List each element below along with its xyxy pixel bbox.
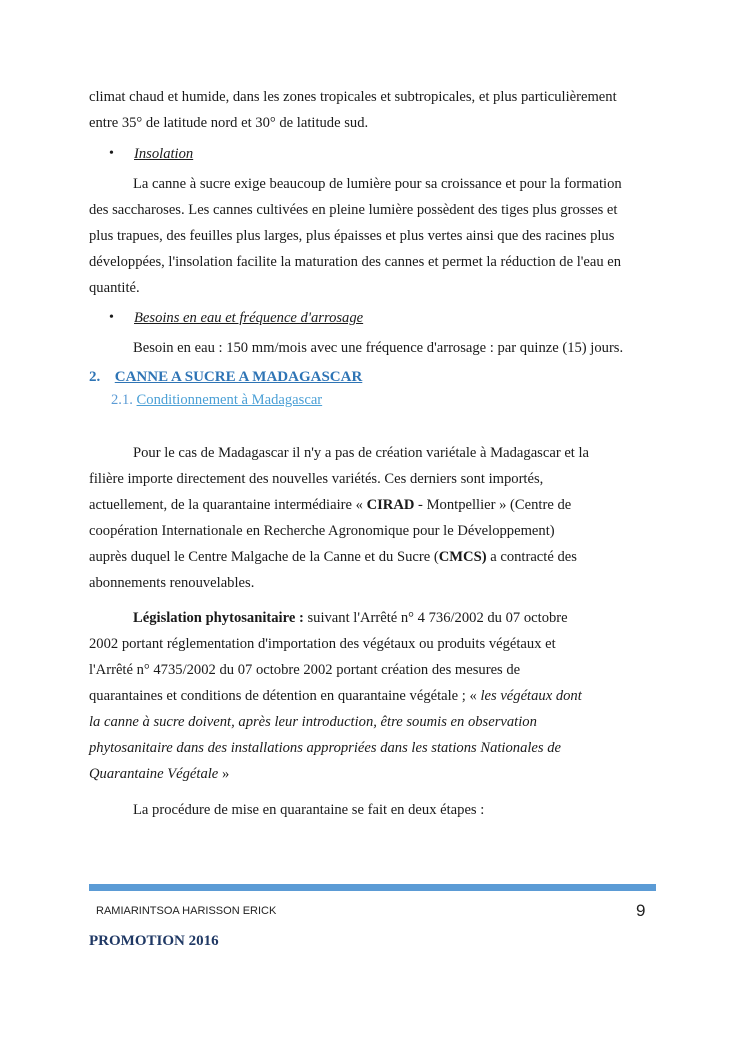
bullet-icon: • [109,146,114,161]
footer-divider [89,884,656,891]
cmcs-bold: CMCS) [438,549,487,565]
page-number: 9 [636,901,646,920]
insolation-heading: Insolation [134,146,194,162]
text-line: La procédure de mise en quarantaine se fait en deux étapes : [133,802,485,818]
besoins-heading: Besoins en eau et fréquence d'arrosage [134,310,364,326]
legislation-label: Législation phytosanitaire : [133,610,304,626]
legislation-paragraph [89,605,659,787]
text-line: climat chaud et humide, dans les zones tropicales et subtropicales, et plus particulièrement [89,89,617,105]
footer-promotion: PROMOTION 2016 [89,933,219,949]
text-line: la canne à sucre doivent, après leur introduction, être soumis en observation [89,714,537,730]
text-line: phytosanitaire dans des installations appropriées dans les stations Nationales de [89,740,562,756]
text-line: coopération Internationale en Recherche Agronomique pour le Développement) [89,523,555,539]
cirad-bold: CIRAD [366,497,415,513]
procedure-paragraph [89,797,659,823]
text-line: Quarantaine Végétale » [89,766,230,782]
text-line: plus trapues, des feuilles plus larges, plus épaisses et plus vertes ainsi que des racines plus [89,228,615,244]
besoins-paragraph [89,335,659,361]
intro-paragraph [89,84,659,136]
subsection-title[interactable]: Conditionnement à Madagascar [136,392,323,408]
text-line: quantité. [89,280,140,296]
text-line: développées, l'insolation facilite la maturation des cannes et permet la réduction de l'eau en [89,254,622,270]
section-title[interactable]: CANNE A SUCRE A MADAGASCAR [114,369,363,385]
text-line: La canne à sucre exige beaucoup de lumière pour sa croissance et pour la formation [133,176,622,192]
bullet-icon: • [109,310,114,325]
text-line: actuellement, de la quarantaine intermédiaire « CIRAD - Montpellier » (Centre de [89,497,572,513]
text-line: Législation phytosanitaire : suivant l'Arrêté n° 4 736/2002 du 07 octobre [133,610,568,626]
text-line: auprès duquel le Centre Malgache de la Canne et du Sucre (CMCS) a contracté des [89,549,577,565]
footer-author: RAMIARINTSOA HARISSON ERICK [96,905,277,917]
text-line: des saccharoses. Les cannes cultivées en pleine lumière possèdent des tiges plus grosses et [89,202,618,218]
text-line: l'Arrêté n° 4735/2002 du 07 octobre 2002 portant création des mesures de [89,662,521,678]
text-line: 2002 portant réglementation d'importation des végétaux ou produits végétaux et [89,636,556,652]
section-heading-2-1 [111,389,322,411]
madagascar-paragraph [89,440,659,596]
text-line: Besoin en eau : 150 mm/mois avec une fréquence d'arrosage : par quinze (15) jours. [133,340,624,356]
insolation-paragraph [89,171,659,301]
section-heading-2 [89,366,362,388]
subsection-number: 2.1. [111,392,133,408]
text-line: abonnements renouvelables. [89,575,255,591]
text-line: Pour le cas de Madagascar il n'y a pas de création variétale à Madagascar et la [133,445,590,461]
text-line: quarantaines et conditions de détention en quarantaine végétale ; « les végétaux dont [89,688,582,704]
text-line: filière importe directement des nouvelles variétés. Ces derniers sont importés, [89,471,544,487]
section-number: 2. [89,369,101,385]
text-line: entre 35° de latitude nord et 30° de latitude sud. [89,115,369,131]
